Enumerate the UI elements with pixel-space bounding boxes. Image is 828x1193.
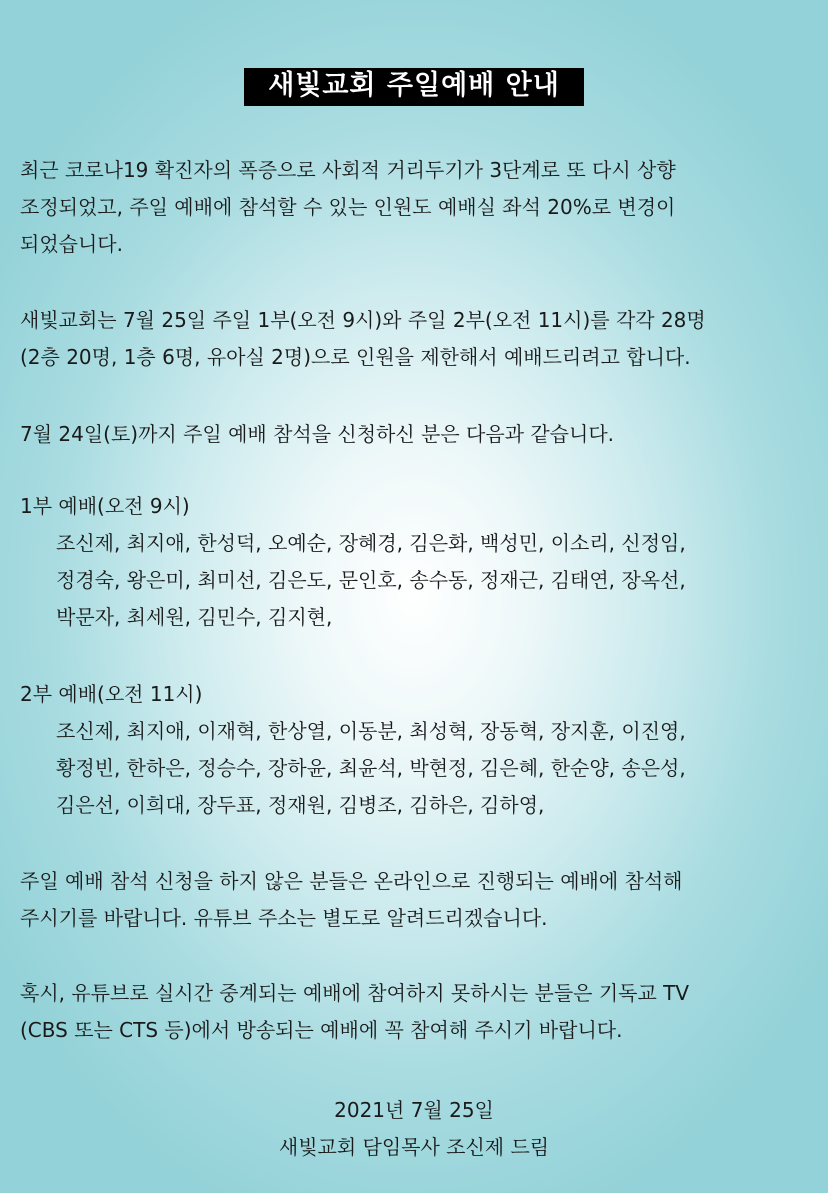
intro-paragraph <box>20 152 820 263</box>
closing-signature: 새빛교회 담임목사 조신제 드림 <box>278 1135 550 1159</box>
service1-heading: 1부 예배(오전 9시) <box>20 494 190 518</box>
closing-block <box>0 1092 828 1166</box>
broadcast-paragraph <box>20 975 820 1049</box>
intro-line: 되었습니다. <box>20 232 123 256</box>
title-wrap <box>0 68 828 106</box>
closing-date: 2021년 7월 25일 <box>334 1098 494 1122</box>
service2-names-line: 조신제, 최지애, 이재혁, 한상열, 이동분, 최성혁, 장동혁, 장지훈, 이진영, <box>56 719 686 743</box>
service2-heading: 2부 예배(오전 11시) <box>20 682 203 706</box>
online-line: 주일 예배 참석 신청을 하지 않은 분들은 온라인으로 진행되는 예배에 참석해 <box>20 869 683 893</box>
broadcast-line: (CBS 또는 CTS 등)에서 방송되는 예배에 꼭 참여해 주시기 바랍니다. <box>20 1018 623 1042</box>
registrants-intro <box>20 416 820 453</box>
service1-names-line: 조신제, 최지애, 한성덕, 오예순, 장혜경, 김은화, 백성민, 이소리, 신정임, <box>56 531 686 555</box>
online-line: 주시기를 바랍니다. 유튜브 주소는 별도로 알려드리겠습니다. <box>20 906 548 930</box>
schedule-line: (2층 20명, 1층 6명, 유아실 2명)으로 인원을 제한해서 예배드리려고 합니다. <box>20 345 691 369</box>
intro-line: 조정되었고, 주일 예배에 참석할 수 있는 인원도 예배실 좌석 20%로 변경이 <box>20 195 676 219</box>
service1-section <box>20 488 820 636</box>
page-title: 새빛교회 주일예배 안내 <box>244 68 584 106</box>
service2-names-line: 김은선, 이희대, 장두표, 정재원, 김병조, 김하은, 김하영, <box>56 793 545 817</box>
broadcast-line: 혹시, 유튜브로 실시간 중계되는 예배에 참여하지 못하시는 분들은 기독교 TV <box>20 981 690 1005</box>
registrants-intro-line: 7월 24일(토)까지 주일 예배 참석을 신청하신 분은 다음과 같습니다. <box>20 422 614 446</box>
service1-names-line: 박문자, 최세원, 김민수, 김지현, <box>56 605 333 629</box>
online-paragraph <box>20 863 820 937</box>
service1-names-line: 정경숙, 왕은미, 최미선, 김은도, 문인호, 송수동, 정재근, 김태연, 장옥선, <box>56 568 686 592</box>
service2-section <box>20 676 820 824</box>
service2-names-line: 황정빈, 한하은, 정승수, 장하윤, 최윤석, 박현정, 김은혜, 한순양, 송은성, <box>56 756 686 780</box>
schedule-paragraph <box>20 302 820 376</box>
intro-line: 최근 코로나19 확진자의 폭증으로 사회적 거리두기가 3단계로 또 다시 상향 <box>20 158 676 182</box>
schedule-line: 새빛교회는 7월 25일 주일 1부(오전 9시)와 주일 2부(오전 11시)를 각각 28명 <box>20 308 706 332</box>
